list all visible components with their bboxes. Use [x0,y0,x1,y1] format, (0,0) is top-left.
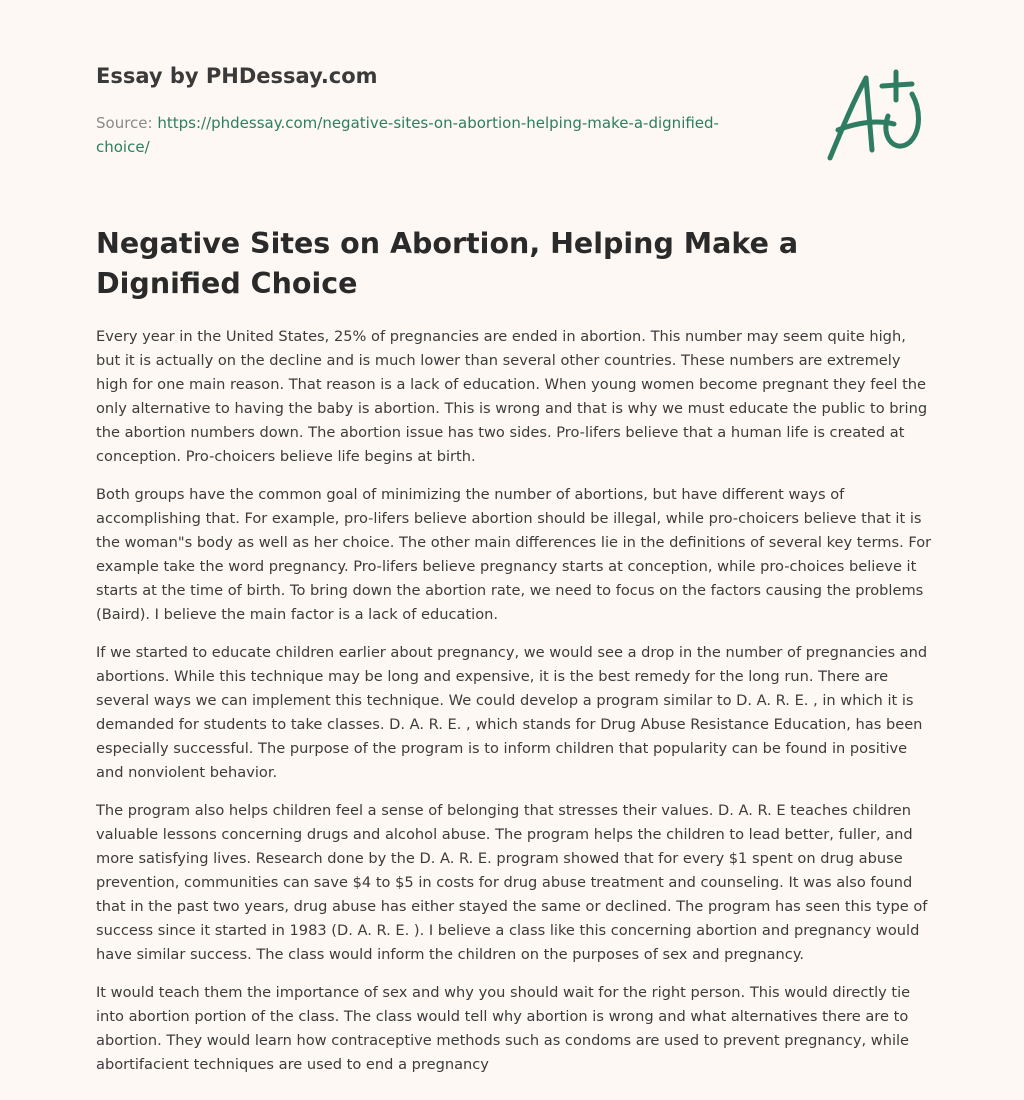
source-link[interactable]: https://phdessay.com/negative-sites-on-abortion-helping-make-a-dignified-choice/ [96,114,719,156]
paragraph: If we started to educate children earlier about pregnancy, we would see a drop in the number of pregnancies and abortions. While this technique may be long and expensive, it is the best remedy for the long run. There are several ways we can implement this technique. We could develop a program similar to D. A. R. E. , in which it is demanded for students to take classes. D. A. R. E. , which stands for Drug Abuse Resistance Education, has been especially successful. The purpose of the program is to inform children that popularity can be found in positive and nonviolent behavior. [96,644,928,781]
paragraph: Every year in the United States, 25% of pregnancies are ended in abortion. This number may seem quite high, but it is actually on the decline and is much lower than several other countries. These numbers are extremely high for one main reason. That reason is a lack of education. When young women become pregnant they feel the only alternative to having the baby is abortion. This is wrong and that is why we must educate the public to bring the abortion numbers down. The abortion issue has two sides. Pro-lifers believe that a human life is created at conception. Pro-choicers believe life begins at birth. [96,328,928,465]
paragraph: The program also helps children feel a sense of belonging that stresses their values. D. A. R. E teaches children valuable lessons concerning drugs and alcohol abuse. The program helps the children to lead better, fuller, and more satisfying lives. Research done by the D. A. R. E. program showed that for every $1 spent on drug abuse prevention, communities can save $4 to $5 in costs for drug abuse treatment and counseling. It was also found that in the past two years, drug abuse has either stayed the same or declined. The program has seen this type of success since it started in 1983 (D. A. R. E. ). I believe a class like this concerning abortion and pregnancy would have similar success. The class would inform the children on the purposes of sex and pregnancy. [96,802,928,963]
essay-title: Negative Sites on Abortion, Helping Make a Dignified Choice [96,227,799,300]
paragraph: It would teach them the importance of sex and why you should wait for the right person. This would directly tie into abortion portion of the class. The class would tell why abortion is wrong and what alternatives there are to abortion. They would learn how contraceptive methods such as condoms are used to prevent pregnancy, while abortifacient techniques are used to end a pregnancy [96,984,911,1073]
a-plus-grade-icon [818,64,928,168]
source-label: Source: [96,114,153,132]
site-title: Essay by PHDessay.com [96,64,378,88]
source-line [96,111,756,159]
essay-body [96,325,932,1091]
paragraph: Both groups have the common goal of minimizing the number of abortions, but have different ways of accomplishing that. For example, pro-lifers believe abortion should be illegal, while pro-choicers believe that it is the woman"s body as well as her choice. The other main differences lie in the definitions of several key terms. For example take the word pregnancy. Pro-lifers believe pregnancy starts at conception, while pro-choices believe it starts at the time of birth. To bring down the abortion rate, we need to focus on the factors causing the problems (Baird). I believe the main factor is a lack of education. [96,486,932,623]
